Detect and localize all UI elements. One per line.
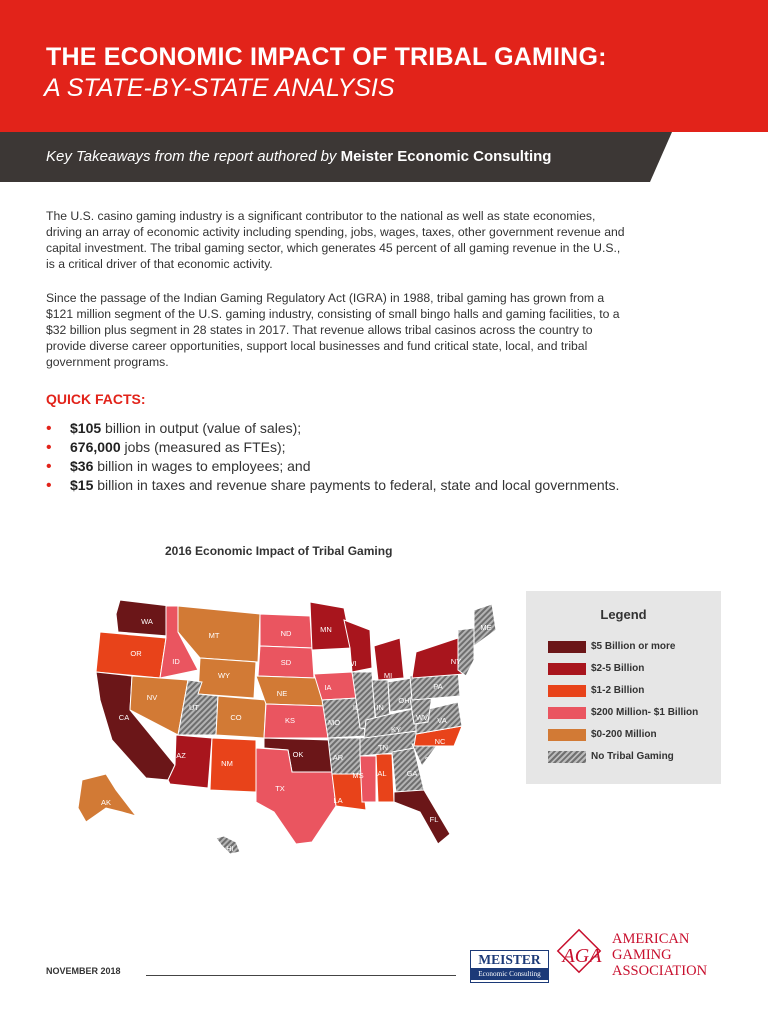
label-mi: MI bbox=[383, 671, 393, 680]
legend-swatch bbox=[548, 641, 586, 653]
label-in: IN bbox=[376, 703, 384, 712]
label-ks: KS bbox=[284, 716, 296, 725]
label-mt: MT bbox=[208, 631, 220, 640]
legend-label: $1-2 Billion bbox=[591, 685, 645, 696]
fact-item bbox=[46, 457, 619, 476]
fact-text: billion in taxes and revenue share payments to federal, state and local governments. bbox=[93, 477, 620, 493]
label-wy: WY bbox=[217, 671, 231, 680]
state-fl bbox=[394, 790, 450, 844]
label-mo: MO bbox=[327, 718, 341, 727]
label-ok: OK bbox=[292, 750, 304, 759]
bullet-icon: • bbox=[46, 420, 52, 437]
takeaways-text bbox=[46, 148, 551, 165]
label-va: VA bbox=[437, 716, 447, 725]
label-ar: AR bbox=[332, 753, 344, 762]
label-ne: NE bbox=[276, 689, 288, 698]
aga-line: ASSOCIATION bbox=[612, 963, 708, 979]
label-wa: WA bbox=[141, 617, 153, 626]
fact-value: 676,000 bbox=[70, 439, 121, 455]
meister-logo-name: MEISTER bbox=[478, 952, 541, 967]
takeaways-band-wedge bbox=[650, 132, 672, 182]
state-ks bbox=[264, 704, 328, 738]
legend-swatch bbox=[548, 707, 586, 719]
footer-date: NOVEMBER 2018 bbox=[46, 966, 121, 976]
label-sc: SC bbox=[424, 755, 436, 764]
bullet-icon: • bbox=[46, 439, 52, 456]
label-fl: FL bbox=[429, 815, 439, 824]
label-tn: TN bbox=[378, 743, 388, 752]
legend-label: $5 Billion or more bbox=[591, 641, 676, 652]
fact-text: billion in wages to employees; and bbox=[93, 458, 311, 474]
fact-item bbox=[46, 476, 619, 495]
label-al: AL bbox=[377, 769, 387, 778]
label-nd: ND bbox=[280, 629, 292, 638]
state-al bbox=[376, 754, 394, 802]
label-ca: CA bbox=[118, 713, 130, 722]
label-la: LA bbox=[333, 796, 343, 805]
label-hi: HI bbox=[226, 844, 234, 853]
label-nc: NC bbox=[434, 737, 446, 746]
takeaways-lead: Key Takeaways from the report authored by bbox=[46, 148, 341, 165]
aga-line: GAMING bbox=[612, 947, 672, 963]
aga-mark-letters: AGA bbox=[562, 945, 602, 967]
aga-line: AMERICAN bbox=[612, 931, 690, 947]
page-title: THE ECONOMIC IMPACT OF TRIBAL GAMING: bbox=[46, 43, 607, 71]
label-il: IL bbox=[352, 703, 360, 712]
fact-item bbox=[46, 438, 619, 457]
label-az: AZ bbox=[176, 751, 186, 760]
label-tx: TX bbox=[275, 784, 285, 793]
us-impact-map bbox=[60, 580, 505, 860]
legend-label: $2-5 Billion bbox=[591, 663, 645, 674]
fact-value: $105 bbox=[70, 420, 102, 436]
label-oh: OH bbox=[398, 696, 410, 705]
meister-logo bbox=[470, 950, 549, 983]
legend-swatch bbox=[548, 685, 586, 697]
legend-label: $0-200 Million bbox=[591, 729, 657, 740]
label-sd: SD bbox=[280, 658, 292, 667]
label-mn: MN bbox=[320, 625, 332, 634]
label-ky: KY bbox=[390, 725, 402, 734]
state-ia bbox=[314, 672, 358, 700]
label-me: ME bbox=[480, 623, 492, 632]
label-ia: IA bbox=[324, 683, 332, 692]
aga-logo-text bbox=[612, 931, 707, 979]
state-new-england bbox=[458, 628, 474, 676]
quick-facts-heading: QUICK FACTS: bbox=[46, 391, 146, 407]
legend-swatch bbox=[548, 729, 586, 741]
label-nv: NV bbox=[146, 693, 158, 702]
state-nm bbox=[210, 738, 256, 792]
footer-divider bbox=[146, 975, 456, 976]
label-pa: PA bbox=[433, 682, 443, 691]
legend-swatch bbox=[548, 751, 586, 763]
fact-text: jobs (measured as FTEs); bbox=[120, 439, 286, 455]
fact-value: $36 bbox=[70, 458, 94, 474]
page-subtitle: A STATE-BY-STATE ANALYSIS bbox=[44, 74, 395, 102]
state-az bbox=[168, 735, 212, 788]
map-legend bbox=[526, 591, 721, 784]
label-ms: MS bbox=[352, 771, 364, 780]
label-ut: UT bbox=[189, 703, 199, 712]
quick-facts-list bbox=[46, 419, 619, 495]
label-wi: WI bbox=[347, 659, 357, 668]
label-id: ID bbox=[172, 657, 180, 666]
legend-swatch bbox=[548, 663, 586, 675]
igra-paragraph: Since the passage of the Indian Gaming Regulatory Act (IGRA) in 1988, tribal gaming has grown from a $121 million segment of the U.S. gaming industry, consisting of small bingo halls and gaming facilities, to a $32 billion plus segment in 28 states in 2017. That revenue allows tribal casinos across the country to provide diverse career opportunities, support local businesses and fund critical state, local, and tribal government programs. bbox=[46, 291, 620, 369]
state-ne bbox=[256, 676, 324, 706]
legend-title: Legend bbox=[600, 607, 647, 622]
label-co: CO bbox=[230, 713, 242, 722]
intro-paragraph: The U.S. casino gaming industry is a significant contributor to the national as well as state economies, driving an array of economic activity including spending, jobs, wages, taxes, other government revenue and capital investment. The tribal gaming sector, which generates 45 percent of all gaming revenue in the U.S., is a critical driver of that economic activity. bbox=[46, 209, 625, 271]
aga-logo-mark bbox=[554, 928, 610, 980]
map-title: 2016 Economic Impact of Tribal Gaming bbox=[165, 544, 393, 558]
label-ga: GA bbox=[406, 769, 418, 778]
fact-item bbox=[46, 419, 619, 438]
fact-text: billion in output (value of sales); bbox=[101, 420, 302, 436]
meister-logo-sub: Economic Consulting bbox=[471, 968, 548, 980]
bullet-icon: • bbox=[46, 477, 52, 494]
legend-label: No Tribal Gaming bbox=[591, 751, 674, 762]
fact-value: $15 bbox=[70, 477, 94, 493]
bullet-icon: • bbox=[46, 458, 52, 475]
label-nm: NM bbox=[221, 759, 233, 768]
label-or: OR bbox=[130, 649, 142, 658]
label-ak: AK bbox=[100, 798, 112, 807]
label-ny: NY bbox=[450, 657, 462, 666]
legend-label: $200 Million- $1 Billion bbox=[591, 707, 699, 718]
author-name: Meister Economic Consulting bbox=[340, 148, 552, 165]
label-wv: WV bbox=[415, 713, 429, 722]
